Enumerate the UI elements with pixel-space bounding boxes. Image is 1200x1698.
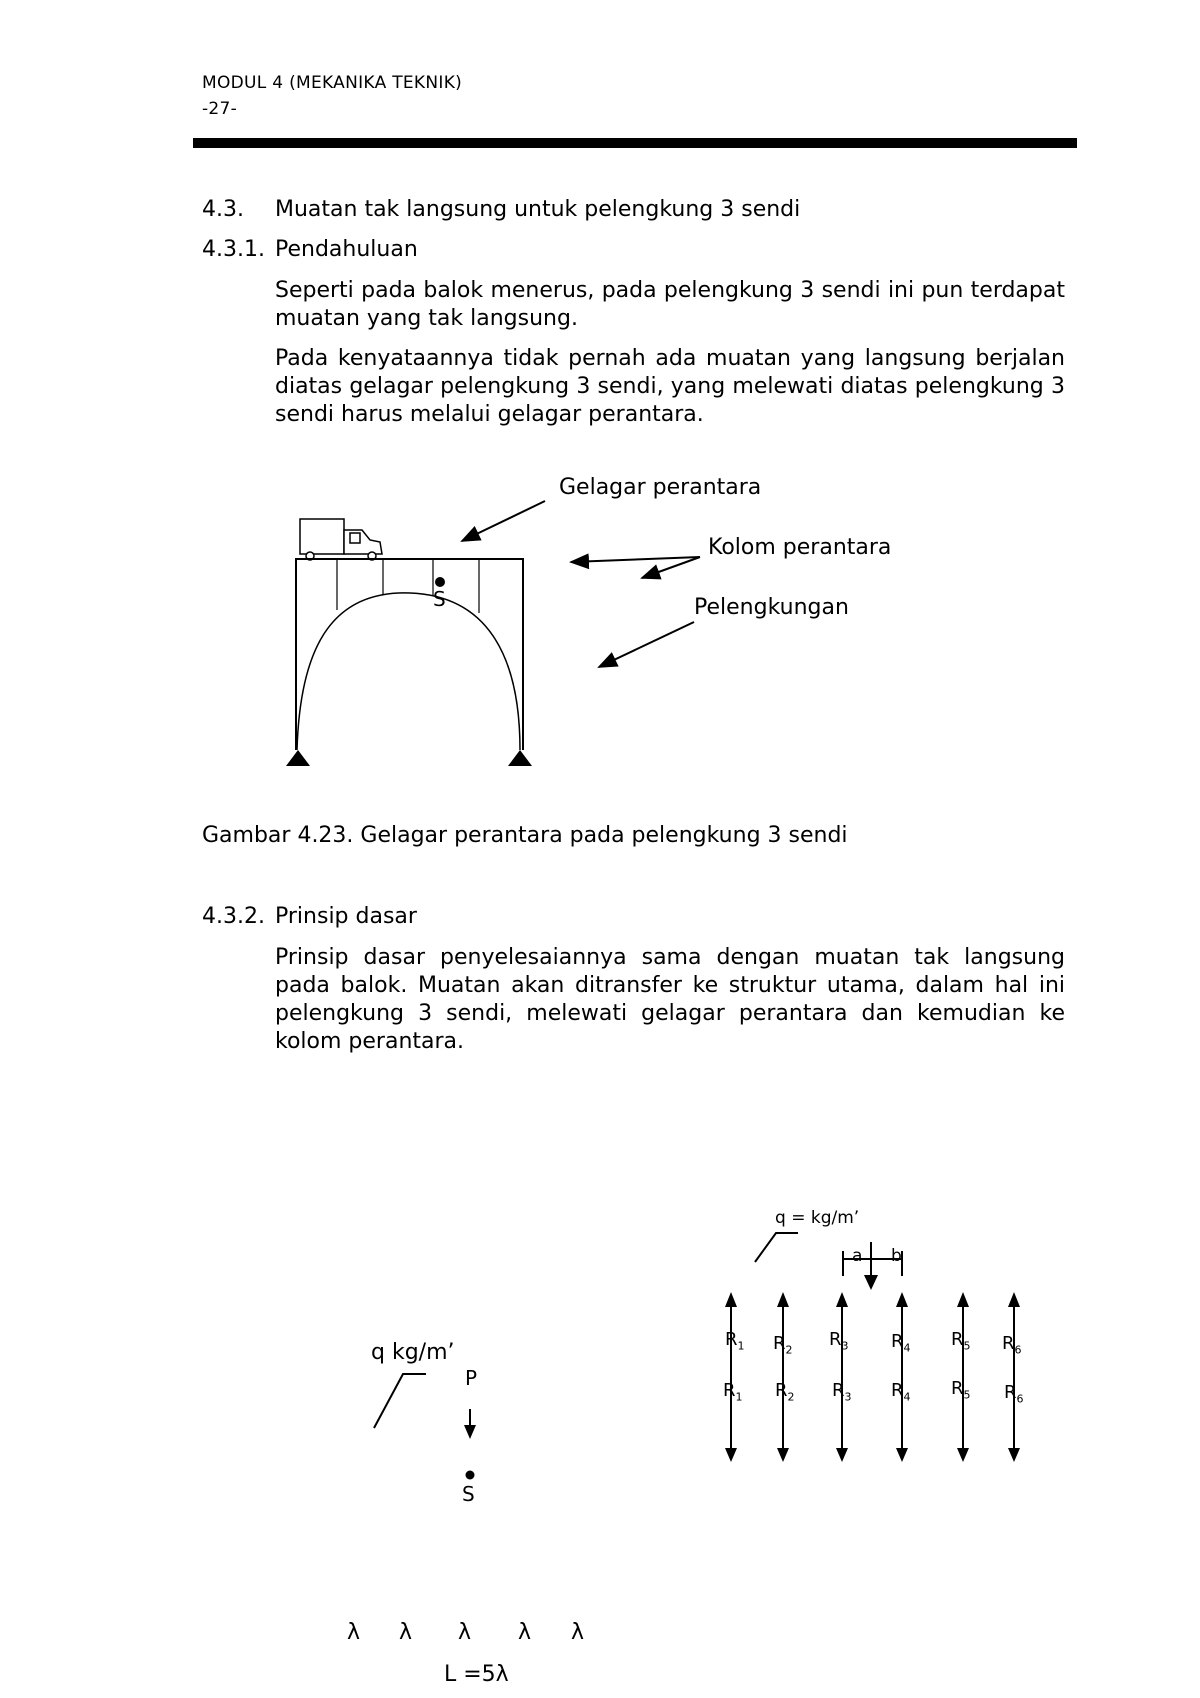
reaction-label-r4-bottom: $R_4$ (891, 1380, 911, 1404)
reaction-label-r3-top: $R_3$ (829, 1329, 849, 1353)
section-4-3-1-title: Pendahuluan (275, 237, 418, 262)
section-4-3-title: Muatan tak langsung untuk pelengkung 3 sendi (275, 197, 801, 222)
reaction-label-r1-bottom: $R_1$ (723, 1380, 743, 1404)
page-number: -27- (202, 99, 238, 119)
lambda-5: λ (571, 1620, 585, 1645)
label-pelengkungan: Pelengkungan (694, 595, 849, 620)
reaction-label-r1-top: $R_1$ (725, 1329, 745, 1353)
hinge-label: S (433, 587, 446, 611)
p-arrow-head (464, 1425, 476, 1439)
paragraph-intro-2: Pada kenyataannya tidak pernah ada muatan yang langsung berjalan diatas gelagar pelengkung 3 sendi, yang melewati diatas pelengkung 3 sendi harus melalui gelagar perantara. (275, 346, 1065, 427)
reaction-label-r2-top: $R_2$ (773, 1333, 793, 1357)
figure-caption: Gambar 4.23. Gelagar perantara pada pelengkung 3 sendi (202, 823, 848, 848)
lambda-2: λ (399, 1620, 413, 1645)
s-label: S (462, 1482, 475, 1506)
reaction-label-r5-bottom: $R_5$ (951, 1378, 971, 1402)
reaction-arrow-heads (725, 1292, 1020, 1462)
section-4-3-2-title: Prinsip dasar (275, 904, 417, 929)
reaction-label-r3-bottom: $R_3$ (832, 1380, 852, 1404)
q-right-label: q = kg/m’ (775, 1208, 860, 1228)
reaction-label-r6-top: $R_6$ (1002, 1333, 1022, 1357)
reaction-arrows (731, 1300, 1014, 1455)
q-right-leader (755, 1233, 798, 1262)
reaction-label-r4-top: $R_4$ (891, 1331, 911, 1355)
lambda-3: λ (458, 1620, 472, 1645)
a-label: a (852, 1246, 863, 1266)
span-label: L =5λ (444, 1662, 509, 1687)
label-gelagar-perantara: Gelagar perantara (559, 475, 762, 500)
q-left-label: q kg/m’ (371, 1340, 455, 1365)
p-label: P (465, 1366, 478, 1390)
reaction-label-r2-bottom: $R_2$ (775, 1380, 795, 1404)
lambda-4: λ (518, 1620, 532, 1645)
paragraph-prinsip: Prinsip dasar penyelesaiannya sama dengan muatan tak langsung pada balok. Muatan akan ditransfer ke struktur utama, dalam hal ini pelengkung 3 sendi, melewati gelagar perantara dan kemudian ke kolom perantara. (275, 945, 1065, 1054)
lambda-1: λ (347, 1620, 361, 1645)
reaction-label-r6-bottom: $R_6$ (1004, 1382, 1024, 1406)
module-title: MODUL 4 (MEKANIKA TEKNIK) (202, 73, 463, 93)
q-left-leader (374, 1374, 426, 1428)
b-label: b (891, 1246, 902, 1266)
reaction-label-r5-top: $R_5$ (951, 1329, 971, 1353)
section-4-3-number: 4.3. (202, 197, 244, 222)
label-kolom-perantara: Kolom perantara (708, 535, 892, 560)
section-4-3-1-number: 4.3.1. (202, 237, 265, 262)
section-4-3-2-number: 4.3.2. (202, 904, 265, 929)
s-hinge-dot (466, 1471, 475, 1480)
paragraph-intro-1: Seperti pada balok menerus, pada pelengkung 3 sendi ini pun terdapat muatan yang tak langsung. (275, 278, 1065, 331)
